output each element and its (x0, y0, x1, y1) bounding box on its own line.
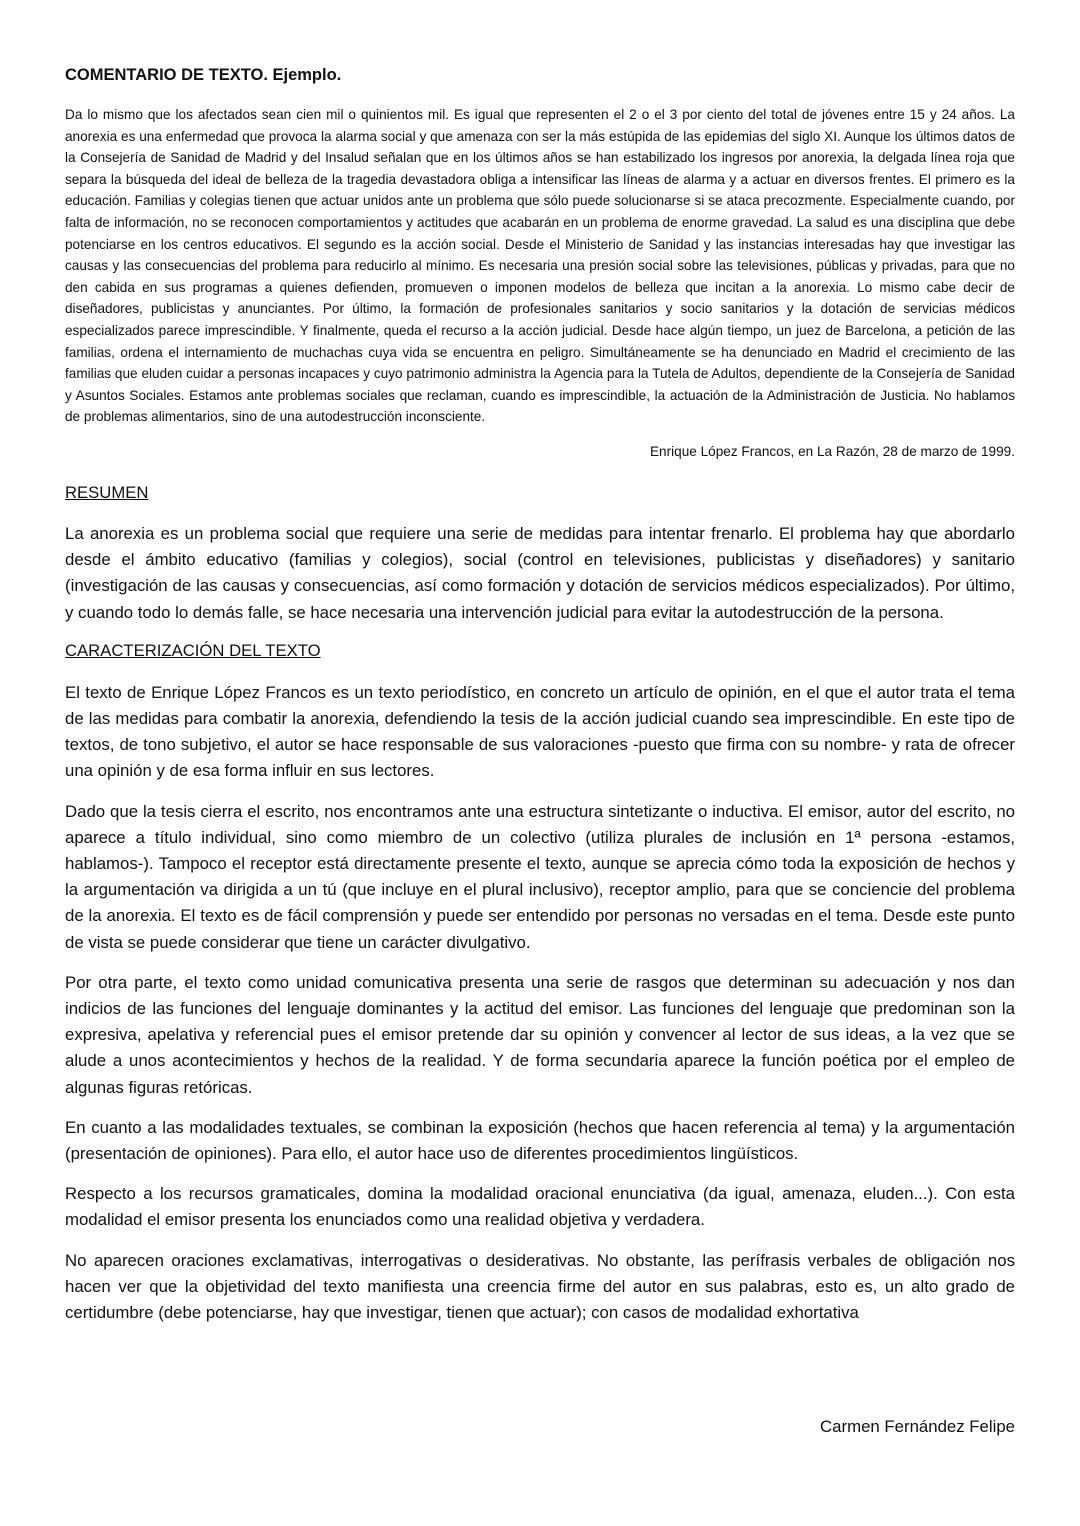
resumen-heading: RESUMEN (65, 482, 149, 502)
caracterizacion-heading: CARACTERIZACIÓN DEL TEXTO (65, 640, 321, 660)
caracterizacion-paragraph-1: El texto de Enrique López Francos es un texto periodístico, en concreto un artículo de opinión, en el que el autor trata el tema de las medidas para combatir la anorexia, defendiendo la tesis de la acción judicial cuando sea imprescindible. En este tipo de textos, de tono subjetivo, el autor se hace responsable de sus valoraciones -puesto que firma con su nombre- y rata de ofrecer una opinión y de esa forma influir en sus lectores. (65, 682, 1015, 781)
source-article-text: Da lo mismo que los afectados sean cien mil o quinientos mil. Es igual que representen el 2 o el 3 por ciento del total de jóvenes entre 15 y 24 años. La anorexia es una enfermedad que provoca la alarma social y que amenaza con ser la más estúpida de las epidemias del siglo XI. Aunque los últimos datos de la Consejería de Sanidad de Madrid y del Insalud señalan que en los últimos años se han estabilizado los ingresos por anorexia, la delgada línea roja que separa la búsqueda del ideal de belleza de la tragedia devastadora obliga a intensificar las líneas de alarma y a actuar en diversos frentes. El primero es la educación. Familias y colegias tienen que actuar unidos ante un problema que sólo puede solucionarse si se ataca precozmente. Especialmente cuando, por falta de información, no se reconocen comportamientos y actitudes que acabarán en un problema de enorme gravedad. La salud es una disciplina que debe potenciarse en los centros educativos. El segundo es la acción social. Desde el Ministerio de Sanidad y las instancias interesadas hay que investigar las causas y las consecuencias del problema para reducirlo al mínimo. Es necesaria una presión social sobre las televisiones, públicas y privadas, para que no den cabida en sus programas a quienes defienden, promueven o imponen modelos de belleza que incitan a la anorexia. Lo mismo cabe decir de diseñadores, publicistas y anunciantes. Por último, la formación de profesionales sanitarios y socio sanitarios y la dotación de servicias médicos especializados parece imprescindible. Y finalmente, queda el recurso a la acción judicial. Desde hace algún tiempo, un juez de Barcelona, a petición de las familias, ordena el internamiento de muchachas cuya vida se encuentra en peligro. Simultáneamente se ha denunciado en Madrid el crecimiento de las familias que eluden cuidar a personas incapaces y cuyo patrimonio administra la Agencia para la Tutela de Adultos, dependiente de la Consejería de Sanidad y Asuntos Sociales. Estamos ante problemas sociales que reclaman, cuando es imprescindible, la actuación de la Administración de Justicia. No hablamos de problemas alimentarios, sino de una autodestrucción inconsciente. (65, 107, 1015, 425)
caracterizacion-paragraph-6: No aparecen oraciones exclamativas, interrogativas o desiderativas. No obstante, las perífrasis verbales de obligación nos hacen ver que la objetividad del texto manifiesta una creencia firme del autor en sus palabras, esto es, un alto grado de certidumbre (debe potenciarse, hay que investigar, tienen que actuar); con casos de modalidad exhortativa (65, 1250, 1015, 1322)
author-signature: Carmen Fernández Felipe (820, 1417, 1015, 1436)
caracterizacion-paragraph-3: Por otra parte, el texto como unidad comunicativa presenta una serie de rasgos que determinan su adecuación y nos dan indicios de las funciones del lenguaje dominantes y la actitud del emisor. Las funciones del lenguaje que predominan son la expresiva, apelativa y referencial pues el emisor pretende dar su opinión y convencer al lector de sus ideas, a la vez que se alude a unos acontecimientos y hechos de la realidad. Y de forma secundaria aparece la función poética por el empleo de algunas figuras retóricas. (65, 972, 1015, 1097)
document-title: COMENTARIO DE TEXTO. Ejemplo. (65, 66, 342, 84)
caracterizacion-paragraph-2: Dado que la tesis cierra el escrito, nos encontramos ante una estructura sintetizante o inductiva. El emisor, autor del escrito, no aparece a título individual, sino como miembro de un colectivo (utiliza plurales de inclusión en 1ª persona -estamos, hablamos-). Tampoco el receptor está directamente presente el texto, aunque se aprecia cómo toda la exposición de hechos y la argumentación va dirigida a un tú (que incluye en el plural inclusivo), receptor amplio, para que se conciencie del problema de la anorexia. El texto es de fácil comprensión y puede ser entendido por personas no versadas en el tema. Desde este punto de vista se puede considerar que tiene un carácter divulgativo. (65, 801, 1015, 952)
resumen-paragraph: La anorexia es un problema social que requiere una serie de medidas para intentar frenarlo. El problema hay que abordarlo desde el ámbito educativo (familias y colegios), social (control en televisiones, publicistas y diseñadores) y sanitario (investigación de las causas y consecuencias, así como formación y dotación de servicios médicos especializados). Por último, y cuando todo lo demás falle, se hace necesaria una intervención judicial para evitar la autodestrucción de la persona. (65, 523, 1015, 622)
caracterizacion-paragraph-5: Respecto a los recursos gramaticales, domina la modalidad oracional enunciativa (da igual, amenaza, eluden...). Con esta modalidad el emisor presenta los enunciados como una realidad objetiva y verdadera. (65, 1184, 1015, 1230)
caracterizacion-paragraph-4: En cuanto a las modalidades textuales, se combinan la exposición (hechos que hacen referencia al tema) y la argumentación (presentación de opiniones). Para ello, el autor hace uso de diferentes procedimientos lingüísticos. (65, 1117, 1015, 1163)
document-page (65, 64, 1015, 1326)
source-attribution: Enrique López Francos, en La Razón, 28 de marzo de 1999. (649, 443, 1015, 459)
